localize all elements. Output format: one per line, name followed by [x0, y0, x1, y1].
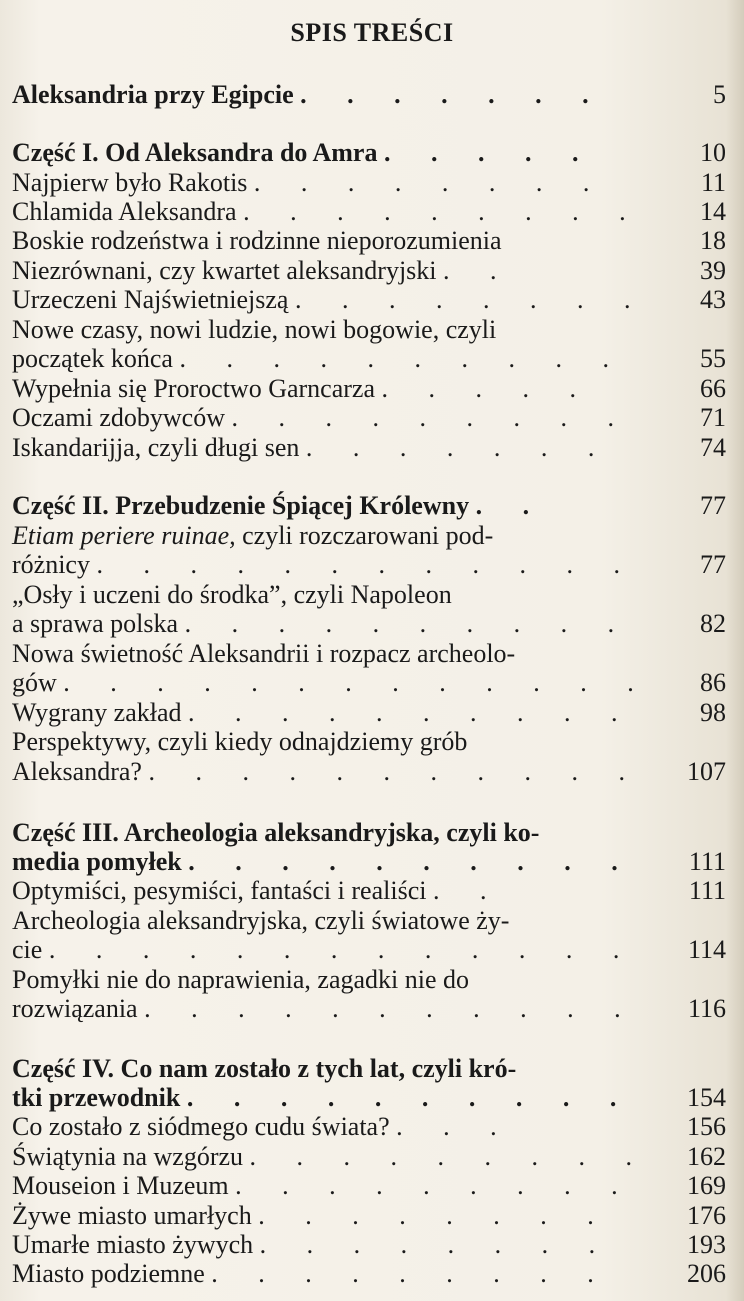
page-number: 114: [687, 935, 726, 964]
page-edge-shadow: [726, 0, 744, 1301]
page-number: 5: [713, 80, 726, 109]
toc-entry: Nowa świetność Aleksandrii i rozpacz archeolo-: [12, 639, 516, 668]
toc-entry: Co zostało z siódmego cudu świata? . . .: [12, 1112, 514, 1141]
page-number: 18: [700, 226, 726, 255]
page-number: 55: [700, 344, 726, 373]
page-number: 111: [688, 847, 726, 876]
page-number: 193: [687, 1230, 726, 1259]
toc-entry: Mouseion i Muzeum . . . . . . . . .: [12, 1171, 635, 1200]
toc-part-heading: Część IV. Co nam zostało z tych lat, czyli kró-: [12, 1054, 517, 1083]
toc-entry: Oczami zdobywców . . . . . . . . .: [12, 403, 631, 432]
toc-entry: Etiam periere ruinae, czyli rozczarowani pod-: [12, 521, 494, 550]
page-number: 82: [700, 609, 726, 638]
toc-entry: Urzeczeni Najświetniejszą . . . . . . . .: [12, 285, 648, 314]
page-number: 176: [687, 1201, 726, 1230]
toc-entry: Aleksandria przy Egipcie . . . . . . .: [12, 80, 606, 109]
toc-entry: Najpierw było Rakotis . . . . . . . .: [12, 168, 607, 197]
page-number: 206: [687, 1259, 726, 1288]
page-number: 162: [687, 1142, 726, 1171]
page-number: 11: [700, 168, 726, 197]
toc-entry: Iskandarijja, czyli długi sen . . . . . . .: [12, 433, 612, 462]
page-number: 107: [687, 757, 726, 786]
toc-entry: Niezrównani, czy kwartet aleksandryjski . .: [12, 256, 514, 285]
toc-part-heading-continuation: tki przewodnik . . . . . . . . . .: [12, 1083, 634, 1112]
page-number: 156: [687, 1112, 726, 1141]
page-number: 77: [700, 550, 726, 579]
toc-entry: Wypełnia się Proroctwo Garncarza . . . . .: [12, 374, 593, 403]
page-number: 77: [700, 491, 726, 520]
toc-part-heading: Część II. Przebudzenie Śpiącej Królewny . .: [12, 491, 547, 520]
toc-entry: Wygrany zakład . . . . . . . . . .: [12, 698, 635, 727]
toc-entry: Nowe czasy, nowi ludzie, nowi bogowie, czyli: [12, 315, 497, 344]
toc-entry: Umarłe miasto żywych . . . . . . . .: [12, 1230, 613, 1259]
toc-entry: Miasto podziemne . . . . . . . . .: [12, 1259, 611, 1288]
toc-entry: Pomyłki nie do naprawienia, zagadki nie do: [12, 965, 470, 994]
toc-entry: Żywe miasto umarłych . . . . . . . .: [12, 1201, 611, 1230]
page-number: 66: [700, 374, 726, 403]
page-title: SPIS TREŚCI: [290, 18, 454, 47]
toc-part-heading: Część III. Archeologia aleksandryjska, czyli ko-: [12, 818, 540, 847]
page-number: 154: [687, 1083, 726, 1112]
toc-entry: Świątynia na wzgórzu . . . . . . . . .: [12, 1142, 650, 1171]
page-number: 116: [687, 994, 726, 1023]
toc-part-heading-continuation: media pomyłek . . . . . . . . . .: [12, 847, 635, 876]
toc-entry-continuation: gów . . . . . . . . . . . . .: [12, 668, 651, 697]
page-number: 43: [700, 285, 726, 314]
page-number: 111: [688, 876, 726, 905]
page-number: 10: [700, 138, 726, 167]
toc-entry: Chlamida Aleksandra . . . . . . . . .: [12, 197, 643, 226]
toc-entry: „Osły i uczeni do środka”, czyli Napoleon: [12, 580, 452, 609]
toc-entry: Boskie rodzeństwa i rodzinne nieporozumienia: [12, 226, 502, 255]
page-number: 14: [700, 197, 726, 226]
page-number: 39: [700, 256, 726, 285]
toc-entry-continuation: Aleksandra? . . . . . . . . . . .: [12, 757, 642, 786]
toc-part-heading: Część I. Od Aleksandra do Amra . . . . .: [12, 138, 596, 167]
page-number: 74: [700, 433, 726, 462]
toc-entry: Optymiści, pesymiści, fantaści i realiści . .: [12, 876, 504, 905]
toc-entry: Perspektywy, czyli kiedy odnajdziemy grób: [12, 727, 468, 756]
page-number: 169: [687, 1171, 726, 1200]
page-number: 86: [700, 668, 726, 697]
toc-entry-continuation: różnicy . . . . . . . . . . . .: [12, 550, 637, 579]
page-number: 98: [700, 698, 726, 727]
toc-entry-continuation: rozwiązania . . . . . . . . . . .: [12, 994, 638, 1023]
toc-entry-continuation: cie . . . . . . . . . . . . .: [12, 935, 637, 964]
page-number: 71: [700, 403, 726, 432]
toc-entry: Archeologia aleksandryjska, czyli światowe ży-: [12, 906, 510, 935]
toc-entry-continuation: a sprawa polska . . . . . . . . . .: [12, 609, 632, 638]
toc-entry-continuation: początek końca . . . . . . . . . .: [12, 344, 626, 373]
